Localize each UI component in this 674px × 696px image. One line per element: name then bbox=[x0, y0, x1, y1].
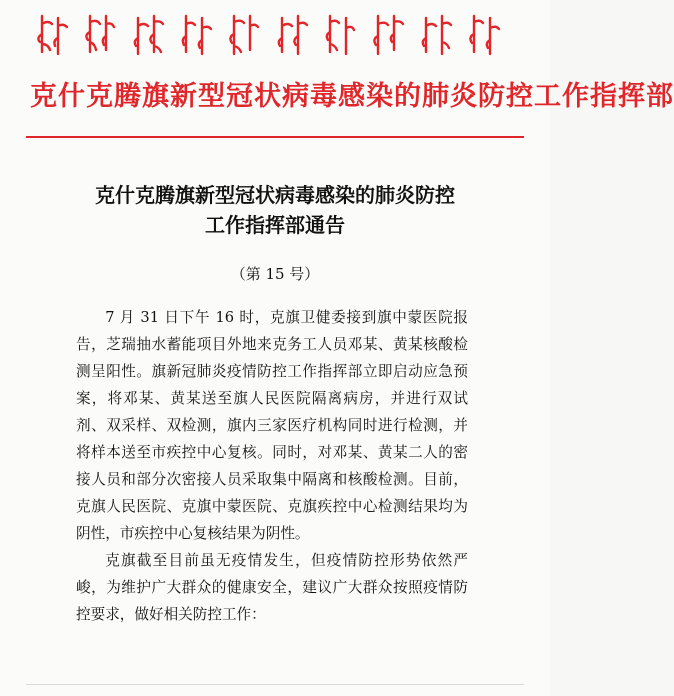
red-header-rule bbox=[26, 136, 524, 138]
notice-number: （第 15 号） bbox=[230, 265, 320, 283]
body-paragraph-1: 7 月 31 日下午 16 时，克旗卫健委接到旗中蒙医院报告，芝瑞抽水蓄能项目外地来克务工人员邓某、黄某核酸检测呈阳性。旗新冠肺炎疫情防控工作指挥部立即启动应急预案，将邓某、黄某送至旗人民医院隔离病房，并进行双试剂、双采样、双检测，旗内三家医疗机构同时进行检测，并将样本送至市疾控中心复核。同时，对邓某、黄某二人的密接人员和部分次密接人员采取集中隔离和核酸检测。目前，克旗人民医院、克旗中蒙医院、克旗疾控中心检测结果均为阴性，市疾控中心复核结果为阴性。 bbox=[76, 309, 468, 542]
notice-title bbox=[40, 180, 510, 240]
issuing-organization-title: 克什克腾旗新型冠状病毒感染的肺炎防控工作指挥部 bbox=[30, 81, 674, 112]
notice-title-line-2: 工作指挥部通告 bbox=[205, 213, 345, 237]
page-bottom-edge bbox=[26, 684, 524, 685]
notice-title-line-1: 克什克腾旗新型冠状病毒感染的肺炎防控 bbox=[95, 183, 455, 207]
notice-body bbox=[76, 304, 468, 628]
mongolian-script-header-graphic bbox=[36, 12, 516, 58]
body-paragraph-2: 克旗截至目前虽无疫情发生，但疫情防控形势依然严峻，为维护广大群众的健康安全，建议广大群众按照疫情防控要求，做好相关防控工作： bbox=[76, 552, 468, 623]
